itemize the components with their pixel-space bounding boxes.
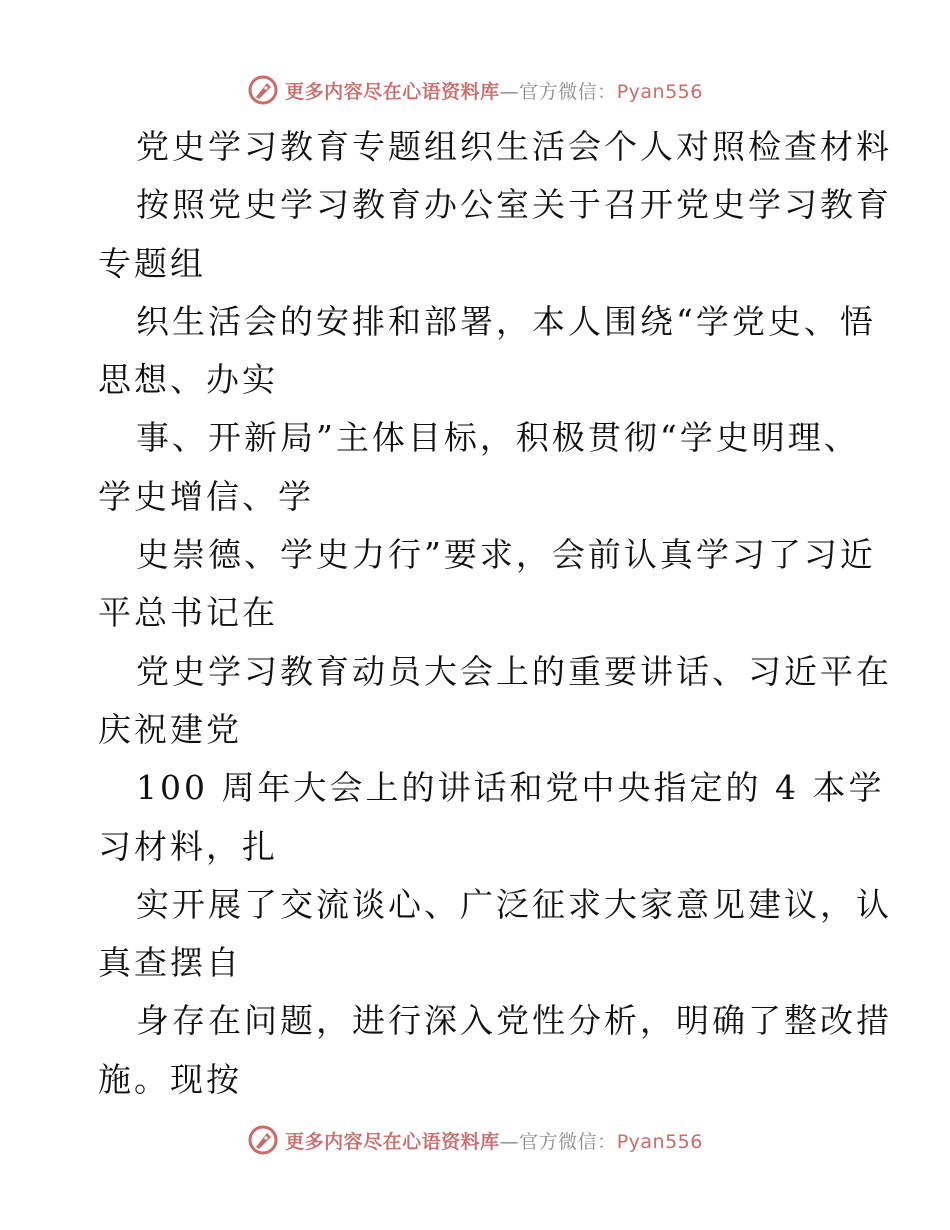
pen-nib-logo-icon <box>247 1124 279 1156</box>
text-line: 真查摆自 <box>98 943 242 983</box>
text-line: 习材料，扎 <box>98 826 278 866</box>
text-line: 身存在问题，进行深入党性分析，明确了整改措 <box>136 1001 892 1041</box>
text-line: 庆祝建党 <box>98 709 242 749</box>
footer-watermark <box>0 1120 950 1160</box>
text-line: 施。现按 <box>98 1059 242 1099</box>
text-line: 学史增信、学 <box>98 476 314 516</box>
header-watermark <box>0 70 950 110</box>
text-line: 按照党史学习教育办公室关于召开党史学习教育 <box>136 185 892 225</box>
text-line: 织生活会的安排和部署，本人围绕“学党史、悟 <box>136 301 876 341</box>
watermark-text: 更多内容尽在心语资料库—官方微信：Pyan556 <box>285 1130 703 1153</box>
text-line: 平总书记在 <box>98 593 278 633</box>
text-line: 党史学习教育动员大会上的重要讲话、习近平在 <box>136 651 892 691</box>
pen-nib-logo-icon <box>247 74 279 106</box>
text-line: 实开展了交流谈心、广泛征求大家意见建议，认 <box>136 884 892 924</box>
text-line: 专题组 <box>98 243 206 283</box>
text-line: 史崇德、学史力行”要求，会前认真学习了习近 <box>136 535 876 575</box>
document-body <box>98 118 892 1109</box>
text-line: 党史学习教育专题组织生活会个人对照检查材料 <box>136 127 892 166</box>
text-line: 思想、办实 <box>98 360 278 400</box>
watermark-text: 更多内容尽在心语资料库—官方微信：Pyan556 <box>285 80 703 103</box>
text-line: 100 周年大会上的讲话和党中央指定的 4 本学 <box>136 768 885 808</box>
text-line: 事、开新局”主体目标，积极贯彻“学史明理、 <box>136 418 860 458</box>
